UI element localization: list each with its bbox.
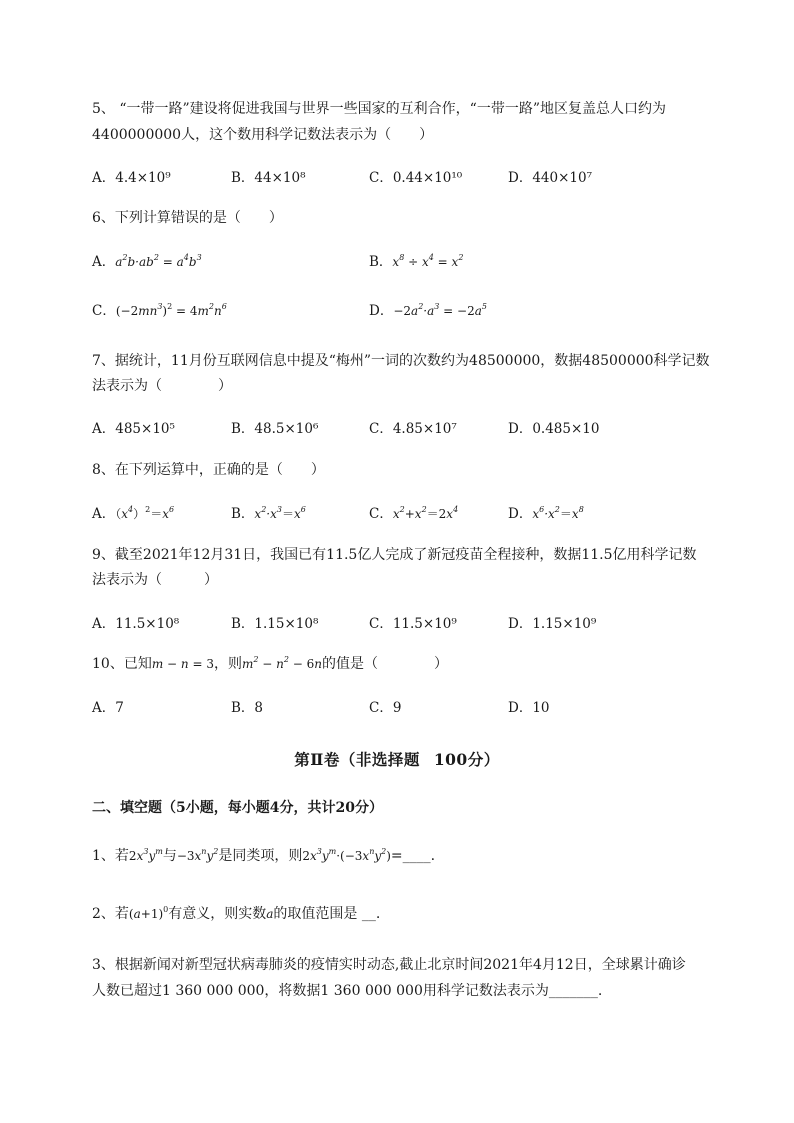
f2-stem: 2、若$(a+1)^0$有意义，则实数a的取值范围是 __. <box>92 905 381 922</box>
q9-option-b: B．1.15×10⁸ <box>231 616 319 632</box>
q6-option-c: C．$(-2mn^3)^2 = 4m^2n^6$ <box>92 302 227 319</box>
q9-stem-line1: 9、截至2021年12月31日，我国已有11.5亿人完成了新冠疫苗全程接种，数据11.5亿用科学记数 <box>92 547 697 563</box>
q9-option-a: A．11.5×10⁸ <box>92 616 180 632</box>
q5-option-a: A．4.4×10⁹ <box>92 170 171 186</box>
q9-option-d: D．1.15×10⁹ <box>508 616 597 632</box>
q8-stem: 8、在下列运算中，正确的是（ ） <box>92 462 325 478</box>
q6-stem: 6、下列计算错误的是（ ） <box>92 210 283 226</box>
q5-stem-line2: 4400000000人，这个数用科学记数法表示为（ ） <box>92 127 434 143</box>
q9-stem-line2: 法表示为（ ） <box>92 572 218 588</box>
q9-option-c: C．11.5×10⁹ <box>369 616 457 632</box>
q10-option-c: C．9 <box>369 700 402 716</box>
q7-stem-line1: 7、据统计，11月份互联网信息中提及“梅州”一词的次数约为48500000，数据48500000科学记数 <box>92 353 710 369</box>
q10-option-d: D．10 <box>508 700 550 716</box>
q5-option-d: D．440×10⁷ <box>508 170 592 186</box>
q6-option-d: D．$-2a^2\cdot a^3 = -2a^5$ <box>369 302 487 319</box>
q8-option-b: B．$x^2\cdot x^3=x^6$ <box>231 505 306 522</box>
q7-option-a: A．485×10⁵ <box>92 421 175 437</box>
q10-option-a: A．7 <box>92 700 124 716</box>
q6-option-a: A．$a^2b\cdot ab^2 = a^4b^3$ <box>92 253 202 270</box>
part2-title: 第Ⅱ卷（非选择题 100分） <box>294 750 500 769</box>
f3-stem-line1: 3、根据新闻对新型冠状病毒肺炎的疫情实时动态,截止北京时间2021年4月12日，全球累计确诊 <box>92 957 686 973</box>
q8-option-d: D．$x^6\cdot x^2=x^8$ <box>508 505 584 522</box>
q7-stem-line2: 法表示为（ ） <box>92 378 232 394</box>
q8-option-a: A．$(x^4)^2=x^6$ <box>92 505 175 522</box>
f3-stem-line2: 人数已超过1 360 000 000，将数据1 360 000 000用科学记数法表示为_______. <box>92 983 603 999</box>
q5-stem-line1: 5、 “一带一路”建设将促进我国与世界一些国家的互利合作，“一带一路”地区复盖总人口约为 <box>92 101 666 117</box>
q10-stem: 10、已知m − n = 3，则$m^2 - n^2 - 6n$的值是（ ） <box>92 655 449 672</box>
q6-option-b: B．$x^8 \div x^4 = x^2$ <box>369 253 464 270</box>
q10-option-b: B．8 <box>231 700 264 716</box>
q5-option-c: C．0.44×10¹⁰ <box>369 170 463 186</box>
q8-option-c: C．$x^2+x^2=2x^4$ <box>369 505 459 522</box>
section2-heading: 二、填空题（5小题，每小题4分，共计20分） <box>92 800 383 816</box>
q5-option-b: B．44×10⁸ <box>231 170 306 186</box>
f1-stem: 1、若$2x^3y^m$与$-3x^ny^2$是同类项，则$2x^3y^m\cdot(-3x^ny^2)=\_\_\_\_$. <box>92 847 436 864</box>
q7-option-d: D．0.485×10 <box>508 421 600 437</box>
q7-option-c: C．4.85×10⁷ <box>369 421 457 437</box>
q7-option-b: B．48.5×10⁶ <box>231 421 319 437</box>
